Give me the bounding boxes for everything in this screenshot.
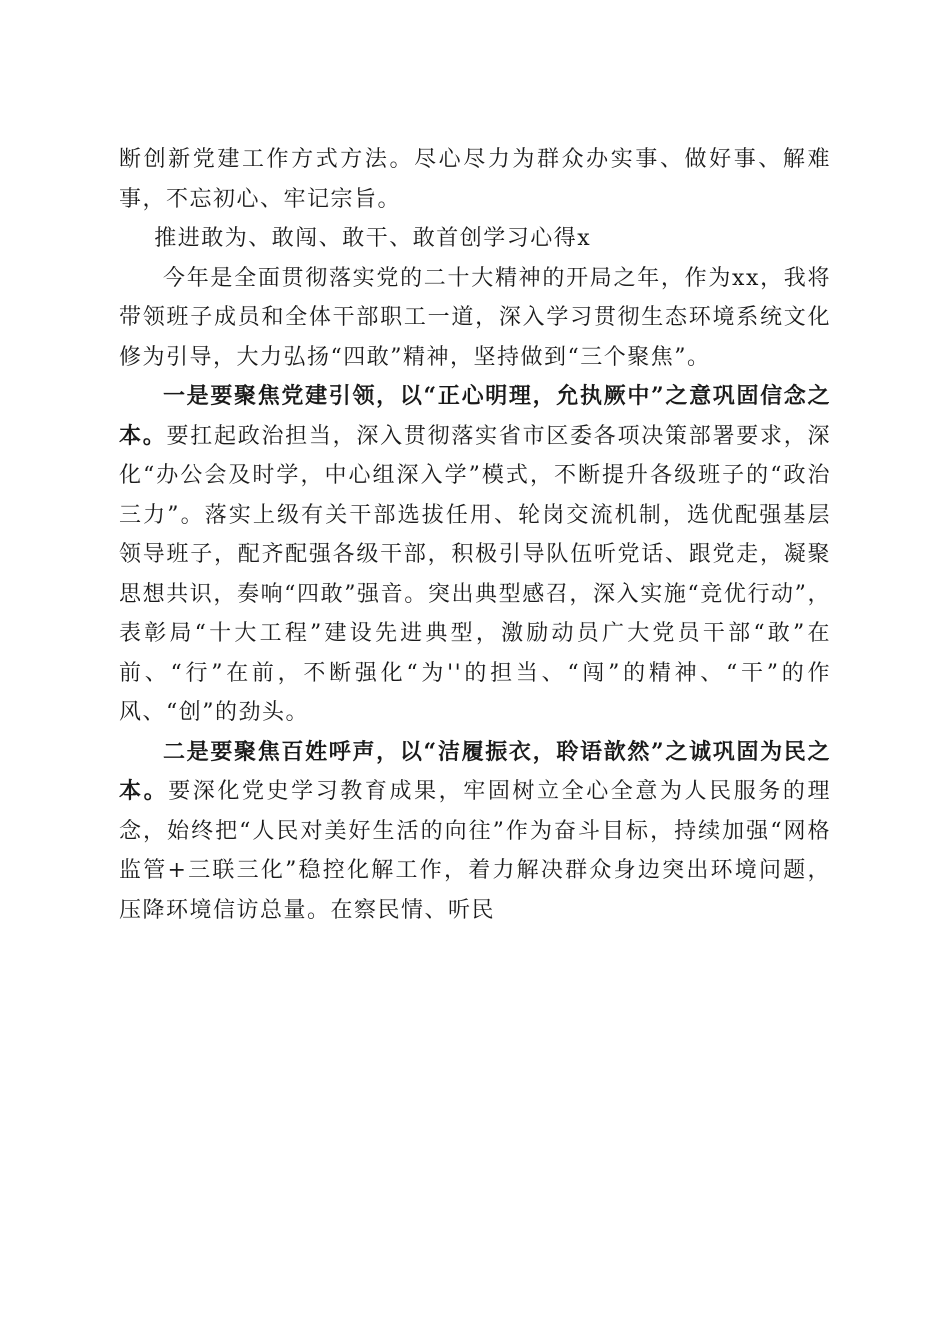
paragraph-text: 断创新党建工作方式方法。尽心尽力为群众办实事、做好事、解难事，不忘初心、牢记宗旨。 xyxy=(119,147,831,212)
section-title-text: 推进敢为、敢闯、敢干、敢首创学习心得x xyxy=(154,226,592,251)
paragraph-text: 要扛起政治担当，深入贯彻落实省市区委各项决策部署要求，深化“办公会及时学，中心组深入学”模式，不断提升各级班子的“政治三力”。落实上级有关干部选拔任用、轮岗交流机制，选优配强基层领导班子，配齐配强各级干部，积极引导队伍听党话、跟党走，凝聚思想共识，奏响“四敢”强音。突出典型感召，深入实施“竞优行动”，表彰局“十大工程”建设先进典型，激励动员广大党员干部“敢”在前、“行”在前，不断强化“为''的担当、“闯”的精神、“干”的作风、“创”的劲头。 xyxy=(119,423,831,725)
paragraph-intro xyxy=(119,259,831,378)
paragraph-text: 要深化党史学习教育成果，牢固树立全心全意为人民服务的理念，始终把“人民对美好生活的向往”作为奋斗目标，持续加强“网格监管+三联三化”稳控化解工作，着力解决群众身边突出环境问题，压降环境信访总量。在察民情、听民 xyxy=(119,779,831,923)
document-body xyxy=(119,140,831,930)
paragraph-text: 今年是全面贯彻落实党的二十大精神的开局之年，作为xx，我将带领班子成员和全体干部职工一道，深入学习贯彻生态环境系统文化修为引导，大力弘扬“四敢”精神，坚持做到“三个聚焦”。 xyxy=(119,265,831,370)
paragraph-continuation xyxy=(119,140,831,219)
paragraph-point-two xyxy=(119,733,831,931)
paragraph-lead: 二是要聚焦百姓呼声，以“洁履振衣，聆语歆然”之诚巩固为民之本。 xyxy=(119,738,831,804)
section-title xyxy=(119,219,831,259)
paragraph-lead: 一是要聚焦党建引领，以“正心明理，允执厥中”之意巩固信念之本。 xyxy=(119,383,831,449)
paragraph-point-one xyxy=(119,377,831,733)
